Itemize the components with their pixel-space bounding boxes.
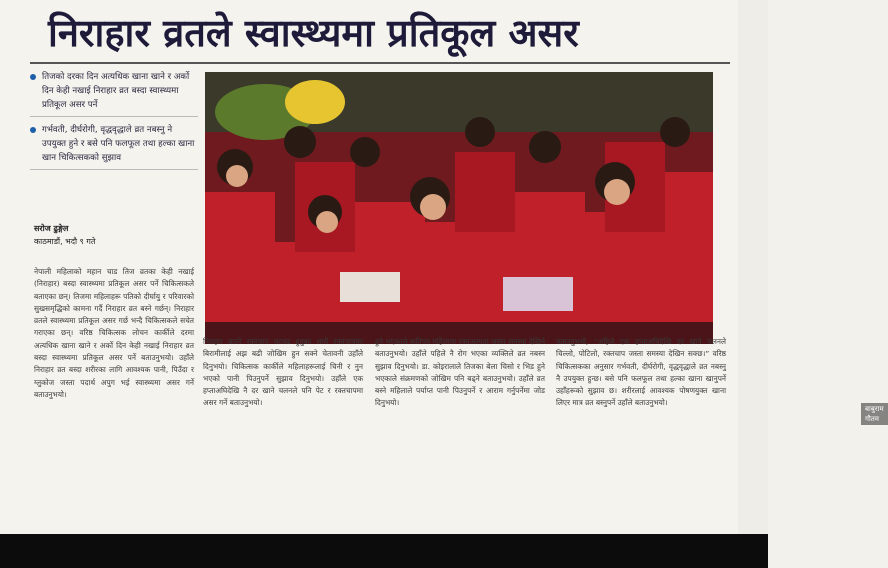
- bullet-icon: [30, 74, 36, 80]
- article-body-column: निराहार व्रतले रक्तचाप घटबढ हुनुका साथै रक्तचापका बिरामीलाई अझ बढी जोखिम हुन सक्ने चेतावनी उहाँले दिनुभयो। चिकित्सक कार्कीले महिलाहरूलाई चिनी र नुन भएको पानी पिउनुपर्ने सुझाव दिनुभयो। उहाँले एक हप्ताअघिदेखि नै दर खाने चलनले पनि पेट र रक्तचापमा असर गर्ने बताउनुभयो।: [203, 337, 363, 408]
- adjacent-article-strip: [738, 0, 768, 568]
- article-body-column: हुने भएकाले कतिपय महिलामा रक्तअल्पता जस्ता समस्या देखिने बताउनुभयो। उहाँले पहिले नै रोग भएका व्यक्तिले व्रत नबस्न सुझाव दिनुभयो। डा. कोइरालाले तिजका बेला चिसो र भिड हुने भएकाले संक्रमणको जोखिम पनि बढ्ने बताउनुभयो। उहाँले व्रत बस्ने महिलाले पर्याप्त पानी पिउनुपर्ने र आराम गर्नुपर्नेमा जोड दिनुभयो।: [375, 337, 545, 408]
- highlight-item: [30, 70, 198, 117]
- dateline: काठमाडौं, भदौ ९ गते: [34, 237, 96, 246]
- bullet-icon: [30, 127, 36, 133]
- crowd-photo-illustration: [205, 72, 713, 344]
- headline-divider: [30, 62, 730, 64]
- article-headline: निराहार व्रतले स्वास्थ्यमा प्रतिकूल असर: [48, 11, 579, 55]
- highlight-text: तिजको दरका दिन अत्यधिक खाना खाने र अर्को दिन केही नखाई निराहार व्रत बस्दा स्वास्थ्यमा प्रतिकूल असर पर्ने: [42, 72, 190, 110]
- highlight-text: गर्भवती, दीर्घरोगी, वृद्धवृद्धाले व्रत नबस्नु ने उपयुक्त हुने र बसे पनि फलफूल तथा हल्का खाना खान चिकित्सकको सुझाव: [42, 125, 195, 163]
- article-byline: [34, 222, 184, 248]
- author-name: सरोज ढुङ्गेल: [34, 224, 69, 233]
- article-body-column: बताउनुभयो, “अहिले एक हप्ताअघिदेखि दर खाने चलनले चिल्लो, पोटिलो, रक्तचाप जस्ता समस्या देखिन सक्छ।” वरिष्ठ चिकित्सकका अनुसार गर्भवती, दीर्घरोगी, वृद्धवृद्धाले व्रत नबस्नु नै उपयुक्त हुन्छ। बसे पनि फलफूल तथा हल्का खाना खानुपर्ने उहाँहरूको सुझाव छ। शरीरलाई आवश्यक पोषणयुक्त खाना लिएर मात्र व्रत बस्नुपर्ने उहाँले बताउनुभयो।: [556, 337, 726, 408]
- screen-bottom-bar: [0, 534, 768, 568]
- article-highlights: [30, 70, 198, 176]
- highlight-item: [30, 123, 198, 170]
- article-body-column: नेपाली महिलाको महान चाड तिज व्रतका केही नखाई (निराहार) बस्दा स्वास्थ्यमा प्रतिकूल असर पर्ने चिकित्सकले बताएका छन्। तिजमा महिलाहरू पतिको दीर्घायु र परिवारको सुखसमृद्धिको कामना गर्दै निराहार व्रत बस्ने गर्छन्। निराहार व्रतले स्वास्थ्यमा प्रतिकूल असर गर्छ भन्दै चिकित्सकले सचेत गराएका छन्। वरिष्ठ चिकित्सक लोचन कार्कीले दरमा अत्यधिक खाना खाने र अर्को दिन केही नखाई निराहार व्रत बस्दा स्वास्थ्यमा प्रतिकूल असर पर्ने बताउनुभयो। उहाँले निराहार व्रत बस्दा शरीरका लागि आवश्यक पानी, पिउँदा र ग्लुकोज जस्ता पदार्थ अपुग भई स्वास्थ्यमा असर गर्ने बताउनुभयो।: [34, 267, 194, 399]
- photo-credit: बाबुराम गौतम: [861, 403, 888, 425]
